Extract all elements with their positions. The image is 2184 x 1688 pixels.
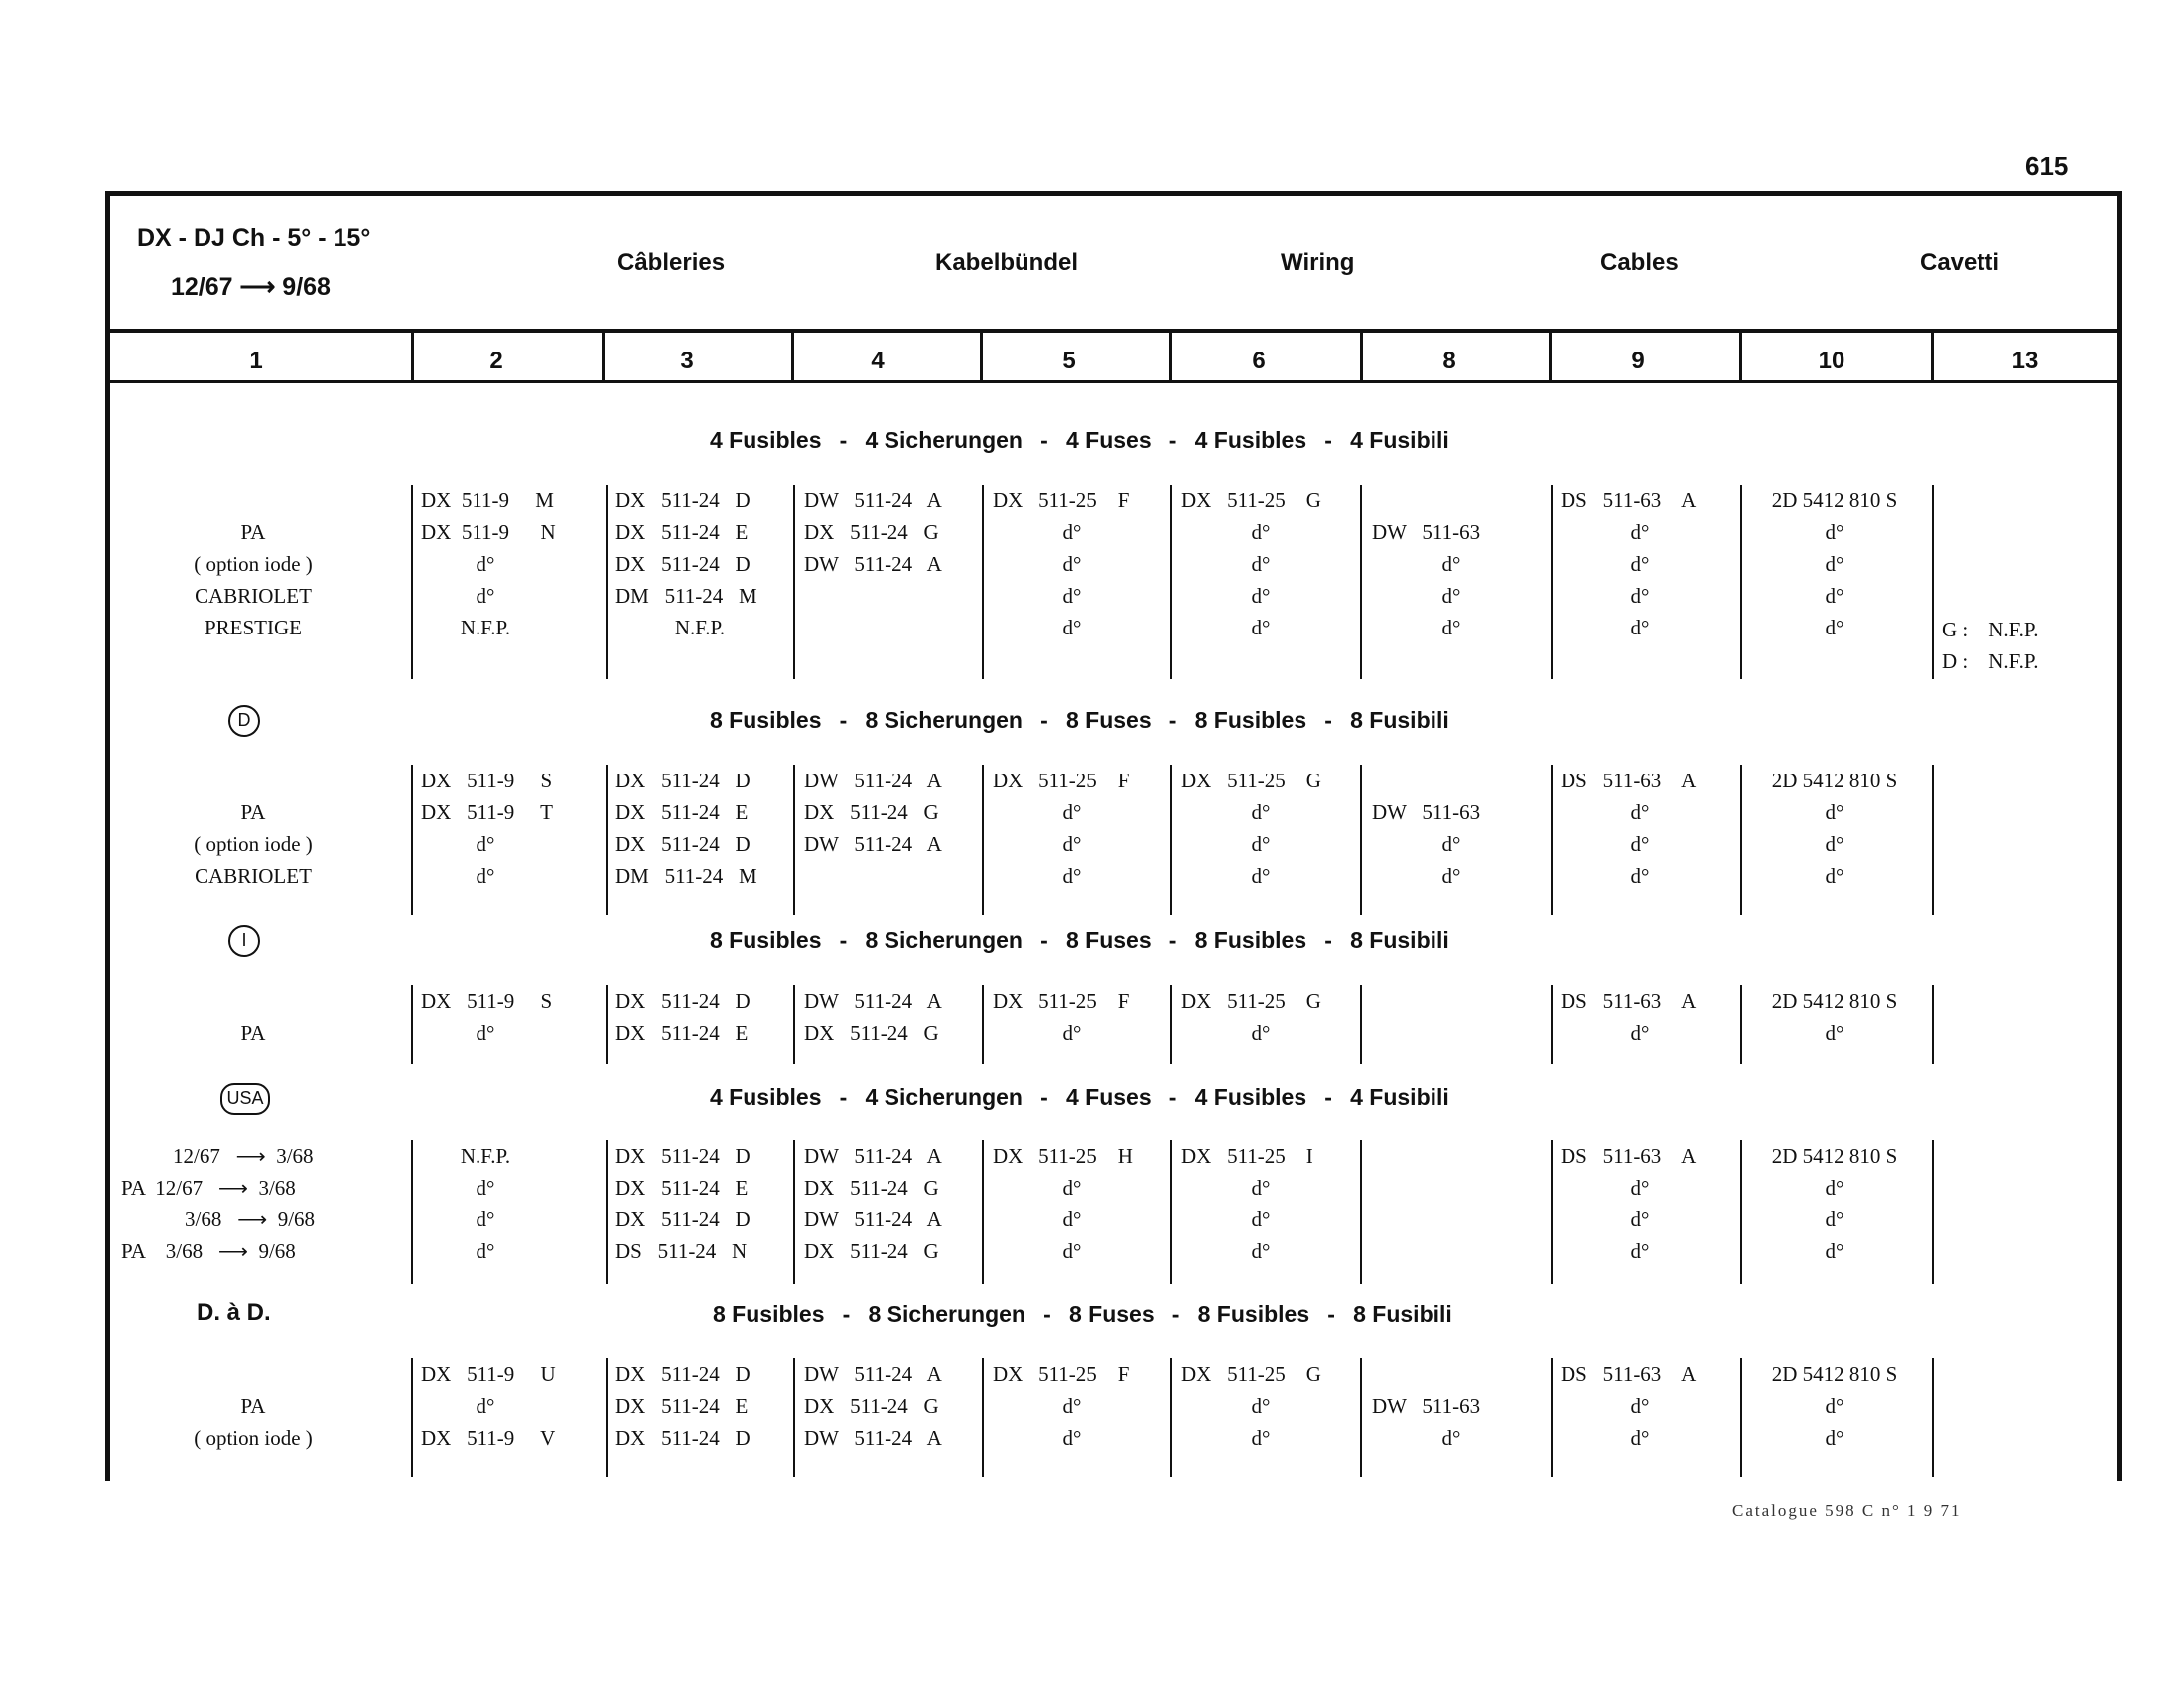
vertical-rule <box>1932 1140 1934 1284</box>
table-cell: d° <box>1825 616 1844 639</box>
table-cell: d° <box>1062 1207 1082 1231</box>
row-label: ( option iode ) <box>194 832 313 856</box>
table-cell: d° <box>1825 1394 1844 1418</box>
table-cell: d° <box>476 552 495 576</box>
table-cell: d° <box>1825 1239 1844 1263</box>
table-cell: N.F.P. <box>460 616 511 639</box>
table-cell: d° <box>1062 832 1082 856</box>
header-spanish: Cables <box>1600 249 1679 276</box>
table-cell: d° <box>1441 616 1461 639</box>
table-cell: DX 511-25 G <box>1181 989 1321 1013</box>
section-title-8-fuses-d: 8 Fusibles - 8 Sicherungen - 8 Fuses - 8 Fusibles - 8 Fusibili <box>710 707 1449 733</box>
section-title-4-fuses-usa: 4 Fusibles - 4 Sicherungen - 4 Fuses - 4 Fusibles - 4 Fusibili <box>710 1084 1449 1110</box>
table-cell: d° <box>1825 1207 1844 1231</box>
vertical-rule <box>1551 1358 1553 1477</box>
table-cell: DX 511-9 N <box>421 520 556 544</box>
vertical-rule <box>793 765 795 915</box>
row-label: CABRIOLET <box>195 864 312 888</box>
vertical-rule <box>1740 765 1742 915</box>
vertical-rule <box>982 1358 984 1477</box>
table-cell: d° <box>1441 864 1461 888</box>
vertical-rule <box>1170 765 1172 915</box>
table-cell: DX 511-25 G <box>1181 769 1321 792</box>
row-label: PA <box>240 1021 266 1045</box>
table-cell: d° <box>476 1239 495 1263</box>
vertical-rule <box>606 1140 608 1284</box>
column-divider <box>1931 331 1934 382</box>
table-cell: d° <box>1062 520 1082 544</box>
vertical-rule <box>1932 985 1934 1064</box>
table-cell: d° <box>1630 616 1650 639</box>
table-cell: DX 511-24 D <box>615 989 751 1013</box>
model-date-range: 12/67 ⟶ 9/68 <box>171 273 331 301</box>
vertical-rule <box>1932 765 1934 915</box>
vertical-rule <box>1740 1140 1742 1284</box>
row-label: PA 12/67 ⟶ 3/68 <box>121 1176 296 1199</box>
table-cell: DX 511-25 I <box>1181 1144 1313 1168</box>
column-divider <box>1360 331 1363 382</box>
table-cell: d° <box>1062 1426 1082 1450</box>
table-cell: d° <box>1630 520 1650 544</box>
header-english: Wiring <box>1281 249 1355 276</box>
catalogue-reference: Catalogue 598 C n° 1 9 71 <box>1732 1501 1962 1520</box>
table-cell: d° <box>1062 1176 1082 1199</box>
table-cell: DM 511-24 M <box>615 864 757 888</box>
table-cell: d° <box>1630 1176 1650 1199</box>
table-cell: d° <box>1251 552 1271 576</box>
vertical-rule <box>411 765 413 915</box>
page-number: 615 <box>2025 151 2069 181</box>
table-cell: d° <box>1825 1021 1844 1045</box>
vertical-rule <box>793 1140 795 1284</box>
table-cell: DX 511-24 D <box>615 832 751 856</box>
table-cell: DX 511-24 D <box>615 552 751 576</box>
table-cell: DX 511-25 G <box>1181 489 1321 512</box>
table-cell: 2D 5412 810 S <box>1771 989 1898 1013</box>
vertical-rule <box>1932 485 1934 679</box>
table-cell: DW 511-63 <box>1372 520 1481 544</box>
table-cell: DS 511-63 A <box>1561 1144 1697 1168</box>
table-cell: d° <box>476 1021 495 1045</box>
table-cell: d° <box>476 584 495 608</box>
table-cell: D : N.F.P. <box>1942 649 2039 673</box>
column-number-separator <box>105 380 2122 383</box>
column-number: 6 <box>1252 348 1266 374</box>
model-designation: DX - DJ Ch - 5° - 15° <box>137 224 371 252</box>
column-number: 9 <box>1631 348 1645 374</box>
table-cell: DW 511-24 A <box>804 1207 942 1231</box>
table-cell: DX 511-9 M <box>421 489 554 512</box>
table-cell: d° <box>1441 1426 1461 1450</box>
table-cell: N.F.P. <box>460 1144 511 1168</box>
table-cell: DX 511-24 G <box>804 520 939 544</box>
table-cell: d° <box>1630 800 1650 824</box>
row-label: ( option iode ) <box>194 1426 313 1450</box>
table-cell: d° <box>1062 584 1082 608</box>
table-cell: DW 511-24 A <box>804 832 942 856</box>
vertical-rule <box>606 985 608 1064</box>
table-cell: d° <box>1062 616 1082 639</box>
table-cell: DS 511-63 A <box>1561 769 1697 792</box>
table-cell: DX 511-9 V <box>421 1426 556 1450</box>
table-cell: DX 511-9 S <box>421 769 553 792</box>
table-cell: d° <box>1251 1176 1271 1199</box>
table-cell: DW 511-24 A <box>804 989 942 1013</box>
column-number: 1 <box>249 348 263 374</box>
vertical-rule <box>793 485 795 679</box>
row-label: PA <box>240 520 266 544</box>
vertical-rule <box>1360 985 1362 1064</box>
table-cell: DX 511-24 E <box>615 1394 749 1418</box>
table-cell: 2D 5412 810 S <box>1771 769 1898 792</box>
row-label: PRESTIGE <box>204 616 302 639</box>
table-cell: d° <box>1062 1394 1082 1418</box>
table-cell: DX 511-24 D <box>615 769 751 792</box>
table-cell: 2D 5412 810 S <box>1771 1362 1898 1386</box>
table-cell: d° <box>476 1176 495 1199</box>
table-cell: d° <box>1251 1394 1271 1418</box>
row-label: PA <box>240 800 266 824</box>
table-cell: 2D 5412 810 S <box>1771 1144 1898 1168</box>
column-number: 4 <box>871 348 885 374</box>
table-cell: d° <box>1825 1176 1844 1199</box>
table-cell: d° <box>1441 584 1461 608</box>
table-cell: DS 511-63 A <box>1561 1362 1697 1386</box>
table-cell: DW 511-63 <box>1372 1394 1481 1418</box>
table-cell: DX 511-24 D <box>615 1144 751 1168</box>
section-title-8-fuses-dad: 8 Fusibles - 8 Sicherungen - 8 Fuses - 8 Fusibles - 8 Fusibili <box>713 1301 1452 1327</box>
table-cell: d° <box>1630 584 1650 608</box>
table-cell: DW 511-24 A <box>804 1144 942 1168</box>
table-cell: d° <box>1825 520 1844 544</box>
table-cell: d° <box>1251 616 1271 639</box>
table-cell: DX 511-24 D <box>615 1362 751 1386</box>
vertical-rule <box>1551 985 1553 1064</box>
table-cell: d° <box>1630 552 1650 576</box>
table-cell: DX 511-25 F <box>993 489 1130 512</box>
vertical-rule <box>982 985 984 1064</box>
vertical-rule <box>1740 485 1742 679</box>
section-title-8-fuses-i: 8 Fusibles - 8 Sicherungen - 8 Fuses - 8 Fusibles - 8 Fusibili <box>710 927 1449 953</box>
table-cell: DX 511-24 E <box>615 800 749 824</box>
vertical-rule <box>1740 1358 1742 1477</box>
header-separator <box>105 329 2122 333</box>
column-number: 13 <box>2011 348 2039 374</box>
table-cell: DX 511-24 D <box>615 1207 751 1231</box>
vertical-rule <box>411 1358 413 1477</box>
vertical-rule <box>411 485 413 679</box>
table-cell: d° <box>1825 800 1844 824</box>
table-cell: N.F.P. <box>674 616 726 639</box>
table-cell: d° <box>1630 864 1650 888</box>
column-divider <box>602 331 605 382</box>
table-cell: DX 511-24 D <box>615 1426 751 1450</box>
table-cell: DW 511-24 A <box>804 489 942 512</box>
vertical-rule <box>1170 485 1172 679</box>
table-cell: d° <box>1630 1021 1650 1045</box>
vertical-rule <box>1551 1140 1553 1284</box>
table-cell: DX 511-25 F <box>993 1362 1130 1386</box>
vertical-rule <box>1360 1140 1362 1284</box>
vertical-rule <box>1551 485 1553 679</box>
table-cell: d° <box>1251 1426 1271 1450</box>
table-cell: DX 511-24 G <box>804 1239 939 1263</box>
table-cell: d° <box>1251 1239 1271 1263</box>
dad-label: D. à D. <box>197 1299 271 1326</box>
vertical-rule <box>1170 1358 1172 1477</box>
country-badge-germany: D <box>228 705 260 737</box>
vertical-rule <box>1551 765 1553 915</box>
vertical-rule <box>982 485 984 679</box>
table-cell: DW 511-63 <box>1372 800 1481 824</box>
table-cell: d° <box>1251 584 1271 608</box>
table-cell: d° <box>1630 832 1650 856</box>
vertical-rule <box>606 485 608 679</box>
table-cell: d° <box>476 1394 495 1418</box>
table-cell: DX 511-25 F <box>993 989 1130 1013</box>
table-cell: DX 511-25 G <box>1181 1362 1321 1386</box>
table-cell: DW 511-24 A <box>804 552 942 576</box>
table-cell: DX 511-24 G <box>804 1394 939 1418</box>
table-cell: d° <box>1441 552 1461 576</box>
table-cell: d° <box>1062 1021 1082 1045</box>
vertical-rule <box>1360 485 1362 679</box>
vertical-rule <box>1360 765 1362 915</box>
table-cell: DX 511-24 G <box>804 1176 939 1199</box>
column-number: 5 <box>1062 348 1076 374</box>
table-cell: DX 511-24 E <box>615 520 749 544</box>
country-badge-usa: USA <box>220 1083 270 1115</box>
table-cell: DW 511-24 A <box>804 1362 942 1386</box>
vertical-rule <box>1170 1140 1172 1284</box>
table-cell: DS 511-63 A <box>1561 989 1697 1013</box>
row-label: PA 3/68 ⟶ 9/68 <box>121 1239 296 1263</box>
row-label: 3/68 ⟶ 9/68 <box>185 1207 316 1231</box>
table-cell: d° <box>1251 864 1271 888</box>
column-divider <box>791 331 794 382</box>
table-cell: d° <box>1630 1426 1650 1450</box>
row-label: ( option iode ) <box>194 552 313 576</box>
vertical-rule <box>982 1140 984 1284</box>
table-cell: d° <box>1825 552 1844 576</box>
table-cell: d° <box>1825 1426 1844 1450</box>
vertical-rule <box>1932 1358 1934 1477</box>
table-cell: DX 511-9 S <box>421 989 553 1013</box>
table-cell: d° <box>1825 584 1844 608</box>
header-french: Câbleries <box>617 249 726 276</box>
table-cell: DM 511-24 M <box>615 584 757 608</box>
table-cell: DW 511-24 A <box>804 769 942 792</box>
table-cell: DX 511-24 E <box>615 1021 749 1045</box>
vertical-rule <box>793 985 795 1064</box>
column-number: 10 <box>1818 348 1845 374</box>
table-cell: d° <box>476 1207 495 1231</box>
country-badge-italy: I <box>228 925 260 957</box>
table-cell: d° <box>1251 832 1271 856</box>
table-cell: DX 511-24 G <box>804 1021 939 1045</box>
header-german: Kabelbündel <box>935 249 1079 276</box>
table-cell: DX 511-25 H <box>993 1144 1133 1168</box>
table-cell: 2D 5412 810 S <box>1771 489 1898 512</box>
column-divider <box>1549 331 1552 382</box>
table-cell: d° <box>1251 1021 1271 1045</box>
table-cell: DW 511-24 A <box>804 1426 942 1450</box>
table-cell: d° <box>1630 1207 1650 1231</box>
table-cell: d° <box>1251 520 1271 544</box>
table-cell: d° <box>1062 1239 1082 1263</box>
table-cell: DS 511-63 A <box>1561 489 1697 512</box>
header-italian: Cavetti <box>1920 249 2000 276</box>
table-cell: DX 511-9 U <box>421 1362 556 1386</box>
table-cell: d° <box>1062 864 1082 888</box>
table-cell: d° <box>1251 1207 1271 1231</box>
column-number: 8 <box>1442 348 1456 374</box>
table-cell: d° <box>1825 864 1844 888</box>
table-cell: d° <box>1630 1239 1650 1263</box>
column-divider <box>1739 331 1742 382</box>
table-cell: d° <box>476 832 495 856</box>
table-cell: DX 511-24 E <box>615 1176 749 1199</box>
table-cell: d° <box>1251 800 1271 824</box>
column-number: 3 <box>680 348 694 374</box>
table-cell: DX 511-9 T <box>421 800 553 824</box>
vertical-rule <box>1360 1358 1362 1477</box>
row-label: PA <box>240 1394 266 1418</box>
vertical-rule <box>982 765 984 915</box>
table-cell: DS 511-24 N <box>615 1239 748 1263</box>
vertical-rule <box>606 1358 608 1477</box>
table-cell: G : N.F.P. <box>1942 618 2039 641</box>
vertical-rule <box>1740 985 1742 1064</box>
column-divider <box>411 331 414 382</box>
table-cell: DX 511-24 G <box>804 800 939 824</box>
column-divider <box>980 331 983 382</box>
vertical-rule <box>606 765 608 915</box>
table-cell: DX 511-25 F <box>993 769 1130 792</box>
table-cell: d° <box>1441 832 1461 856</box>
vertical-rule <box>411 985 413 1064</box>
table-cell: d° <box>476 864 495 888</box>
column-number: 2 <box>489 348 503 374</box>
section-title-4-fuses: 4 Fusibles - 4 Sicherungen - 4 Fuses - 4 Fusibles - 4 Fusibili <box>710 427 1449 453</box>
table-cell: d° <box>1630 1394 1650 1418</box>
row-label: CABRIOLET <box>195 584 312 608</box>
table-cell: d° <box>1062 552 1082 576</box>
table-cell: DX 511-24 D <box>615 489 751 512</box>
vertical-rule <box>793 1358 795 1477</box>
vertical-rule <box>1170 985 1172 1064</box>
table-cell: d° <box>1062 800 1082 824</box>
row-label: 12/67 ⟶ 3/68 <box>173 1144 314 1168</box>
vertical-rule <box>411 1140 413 1284</box>
column-divider <box>1169 331 1172 382</box>
table-cell: d° <box>1825 832 1844 856</box>
